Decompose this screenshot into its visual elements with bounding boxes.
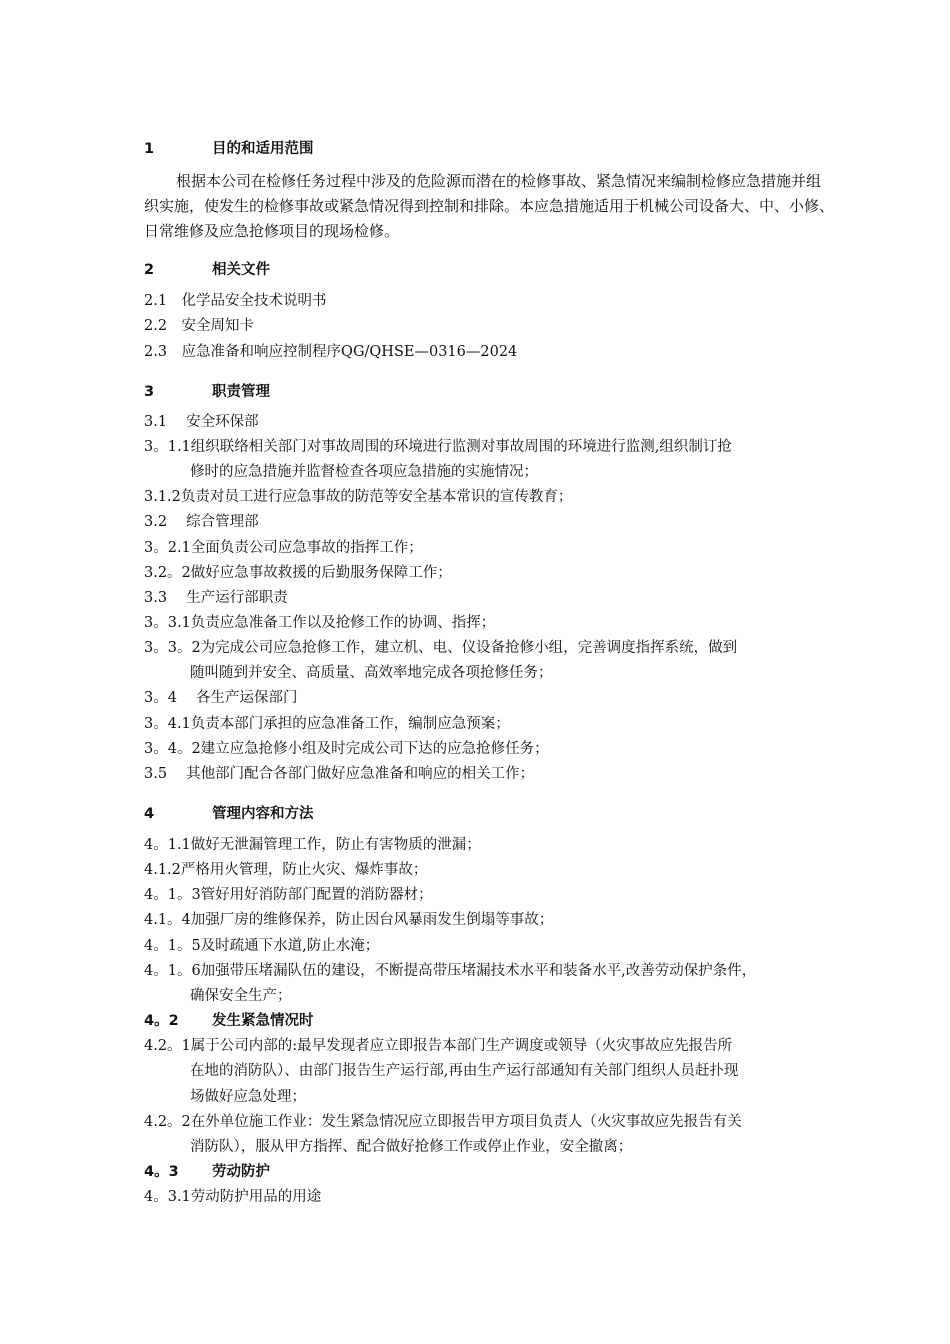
list-item: 3。4.1负责本部门承担的应急准备工作，编制应急预案； xyxy=(144,716,510,732)
section-title: 目的和适用范围 xyxy=(212,141,314,157)
list-item-continuation: 随叫随到并安全、高质量、高效率地完成各项抢修任务； xyxy=(190,665,553,681)
section-3-heading xyxy=(144,382,270,402)
list-item-continuation: 确保安全生产； xyxy=(190,988,292,1004)
list-item: 2.2 安全周知卡 xyxy=(144,318,255,334)
list-item-continuation: 在地的消防队）、由部门报告生产运行部,再由生产运行部通知有关部门组织人员赶扑现 xyxy=(190,1063,739,1079)
list-item: 4。1。6加强带压堵漏队伍的建设，不断提高带压堵漏技术水平和装备水平,改善劳动保护条件， xyxy=(144,963,757,979)
section-title: 管理内容和方法 xyxy=(212,806,314,822)
list-item: 3。4。2建立应急抢修小组及时完成公司下达的应急抢修任务； xyxy=(144,741,549,757)
list-item: 3.3 生产运行部职责 xyxy=(144,590,288,606)
section-2-heading xyxy=(144,260,270,280)
section-title: 相关文件 xyxy=(212,262,270,278)
subsection-4-3-heading xyxy=(144,1162,270,1182)
list-item-continuation: 修时的应急措施并监督检查各项应急措施的实施情况； xyxy=(190,464,538,480)
list-item: 4。1.1做好无泄漏管理工作，防止有害物质的泄漏； xyxy=(144,837,481,853)
section-number: 4 xyxy=(144,806,155,822)
section-title: 劳动防护 xyxy=(212,1164,270,1180)
list-item: 3。3。2为完成公司应急抢修工作，建立机、电、仪设备抢修小组，完善调度指挥系统，做到 xyxy=(144,640,738,656)
list-item-continuation: 场做好应急处理； xyxy=(190,1089,306,1105)
list-item: 2.3 应急准备和响应控制程序QG/QHSE—0316—2024 xyxy=(144,344,518,360)
list-item: 3。1.1组织联络相关部门对事故周围的环境进行监测对事故周围的环境进行监测,组织制订抢 xyxy=(144,439,732,455)
list-item: 4。1。5及时疏通下水道,防止水淹； xyxy=(144,938,380,954)
list-item: 3.2。2做好应急事故救援的后勤服务保障工作； xyxy=(144,565,452,581)
section-1-heading xyxy=(144,139,314,159)
list-item: 3。3.1负责应急准备工作以及抢修工作的协调、指挥； xyxy=(144,615,496,631)
section-title: 职责管理 xyxy=(212,384,270,400)
list-item: 3.2 综合管理部 xyxy=(144,514,259,530)
section-1-paragraph: 根据本公司在检修任务过程中涉及的危险源而潜在的检修事故、紧急情况来编制检修应急措施并组织实施，使发生的检修事故或紧急情况得到控制和排除。本应急措施适用于机械公司设备大、中、小修、日常维修及应急抢修项目的现场检修。 xyxy=(144,172,835,240)
list-item: 3.1.2负责对员工进行应急事故的防范等安全基本常识的宣传教育； xyxy=(144,489,573,505)
list-item: 4.1。4加强厂房的维修保养，防止因台风暴雨发生倒塌等事故； xyxy=(144,912,554,928)
section-4-heading xyxy=(144,804,314,824)
list-item: 4。1。3管好用好消防部门配置的消防器材； xyxy=(144,887,433,903)
section-number: 2 xyxy=(144,262,155,278)
list-item: 3.1 安全环保部 xyxy=(144,414,259,430)
list-item: 4.1.2严格用火管理，防止火灾、爆炸事故； xyxy=(144,862,428,878)
section-title: 发生紧急情况时 xyxy=(212,1013,314,1029)
section-number: 4。3 xyxy=(144,1164,179,1180)
list-item-continuation: 消防队），服从甲方指挥、配合做好抢修工作或停止作业，安全撤离； xyxy=(190,1139,633,1155)
list-item: 4。3.1劳动防护用品的用途 xyxy=(144,1189,322,1205)
list-item: 3。4 各生产运保部门 xyxy=(144,690,298,706)
list-item: 2.1 化学品安全技术说明书 xyxy=(144,293,327,309)
list-item: 4.2。1属于公司内部的:最早发现者应立即报告本部门生产调度或领导（火灾事故应先报告所 xyxy=(144,1038,733,1054)
section-number: 3 xyxy=(144,384,155,400)
list-item: 3。2.1全面负责公司应急事故的指挥工作； xyxy=(144,540,423,556)
subsection-4-2-heading xyxy=(144,1011,314,1031)
list-item: 4.2。2在外单位施工作业：发生紧急情况应立即报告甲方项目负责人（火灾事故应先报告有关 xyxy=(144,1114,742,1130)
list-item: 3.5 其他部门配合各部门做好应急准备和响应的相关工作； xyxy=(144,766,535,782)
section-number: 4。2 xyxy=(144,1013,179,1029)
section-number: 1 xyxy=(144,141,155,157)
